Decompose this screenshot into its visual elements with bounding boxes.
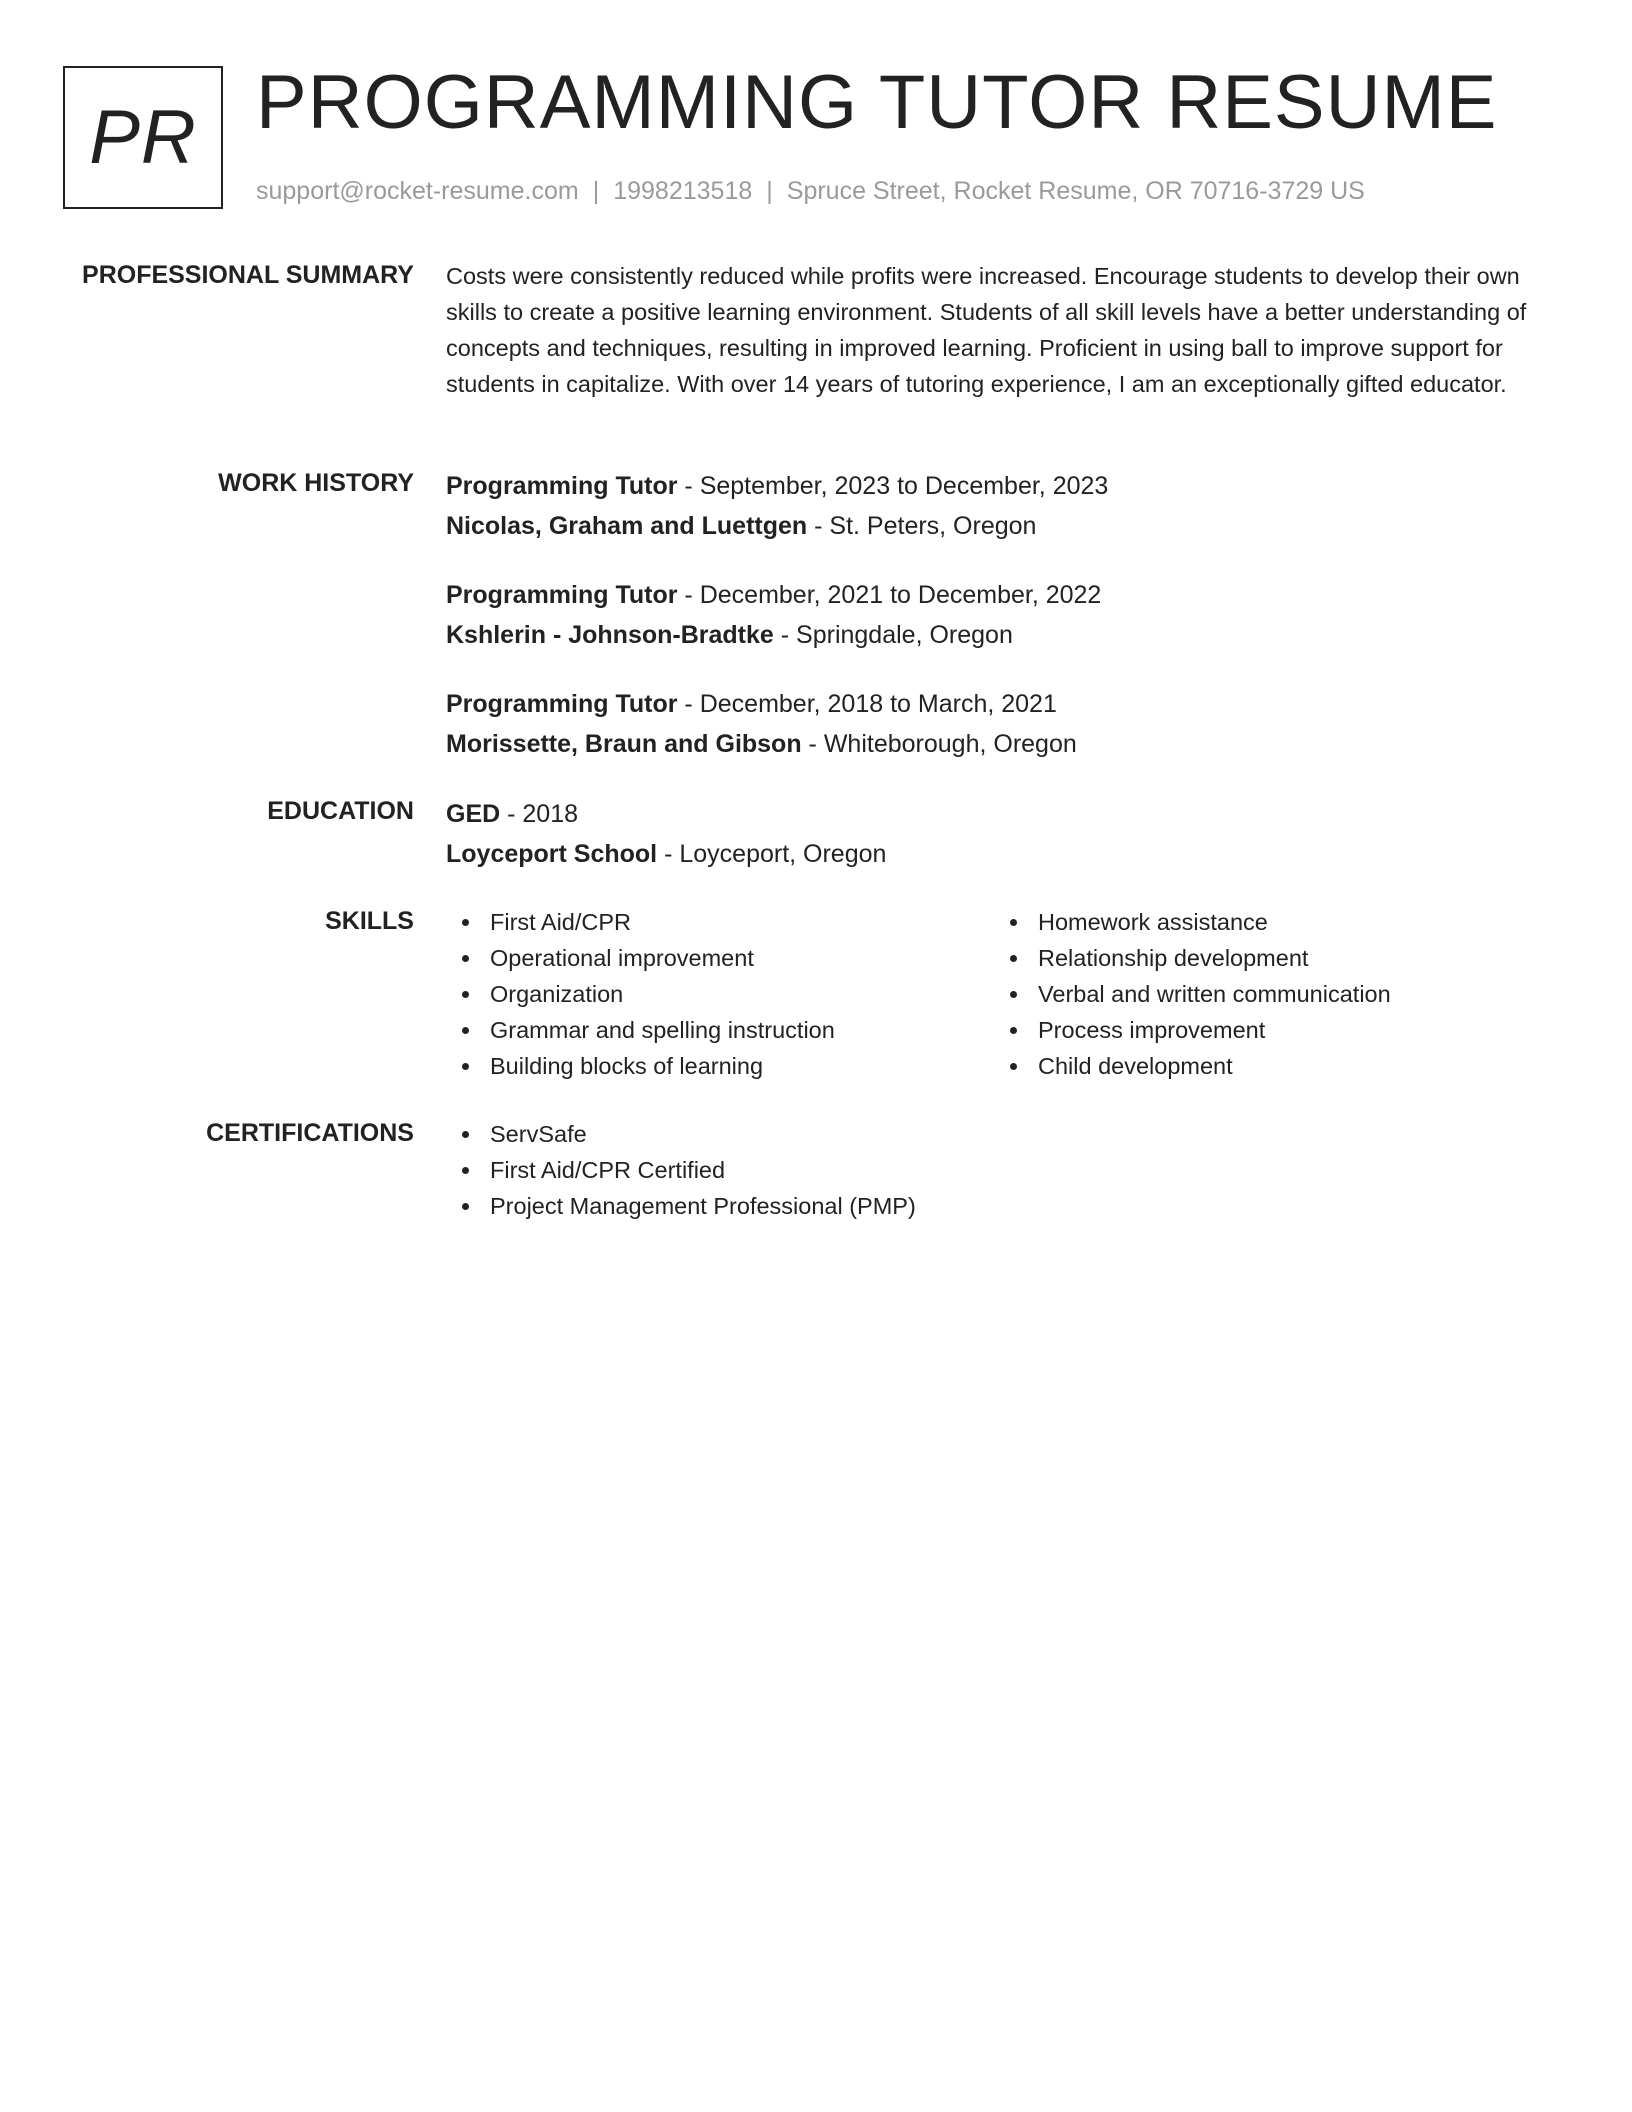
skill-item: Process improvement [994, 1012, 1542, 1048]
job-entry [446, 684, 1566, 764]
certifications-list [446, 1116, 1566, 1224]
job-title: Programming Tutor [446, 581, 678, 609]
skill-item: Grammar and spelling instruction [446, 1012, 994, 1048]
certification-item: Project Management Professional (PMP) [446, 1188, 1566, 1224]
skill-item: Relationship development [994, 940, 1542, 976]
skills-list-right [994, 904, 1542, 1084]
contact-phone: 1998213518 [613, 177, 753, 205]
page-title: PROGRAMMING TUTOR RESUME [256, 60, 1498, 145]
skill-item: Building blocks of learning [446, 1048, 994, 1084]
job-dates: - September, 2023 to December, 2023 [677, 472, 1109, 500]
monogram-box [63, 66, 223, 209]
skill-item: Organization [446, 976, 994, 1012]
section-label-certifications: CERTIFICATIONS [206, 1119, 414, 1147]
education-school: Loyceport School [446, 840, 658, 868]
contact-separator: | [766, 177, 773, 205]
contact-email: support@rocket-resume.com [256, 177, 579, 205]
skill-item: First Aid/CPR [446, 904, 994, 940]
contact-address: Spruce Street, Rocket Resume, OR 70716-3729 US [786, 177, 1365, 205]
monogram-initials: PR [89, 95, 197, 180]
education-degree: GED [446, 800, 501, 828]
section-label-skills: SKILLS [325, 907, 414, 935]
job-dates: - December, 2021 to December, 2022 [677, 581, 1102, 609]
skill-item: Operational improvement [446, 940, 994, 976]
skills-list-left [446, 904, 994, 1084]
job-employer: Kshlerin - Johnson-Bradtke [446, 621, 774, 649]
job-entry [446, 466, 1566, 546]
contact-line [256, 174, 1596, 208]
certification-item: ServSafe [446, 1116, 1566, 1152]
job-entry [446, 575, 1566, 655]
job-location: - St. Peters, Oregon [807, 512, 1037, 540]
job-location: - Springdale, Oregon [773, 621, 1013, 649]
education-location: - Loyceport, Oregon [657, 840, 887, 868]
job-location: - Whiteborough, Oregon [801, 730, 1077, 758]
section-label-summary: PROFESSIONAL SUMMARY [82, 261, 414, 289]
skill-item: Child development [994, 1048, 1542, 1084]
job-employer: Nicolas, Graham and Luettgen [446, 512, 808, 540]
certification-item: First Aid/CPR Certified [446, 1152, 1566, 1188]
skill-item: Homework assistance [994, 904, 1542, 940]
section-label-work-history: WORK HISTORY [218, 469, 414, 497]
skill-item: Verbal and written communication [994, 976, 1542, 1012]
education-year: - 2018 [500, 800, 579, 828]
job-title: Programming Tutor [446, 472, 678, 500]
contact-separator: | [592, 177, 600, 205]
job-title: Programming Tutor [446, 690, 678, 718]
summary-text: Costs were consistently reduced while profits were increased. Encourage students to develop their own skills to create a positive learning environment. Students of all skill levels have a better understanding of concepts and techniques, resulting in improved learning. Proficient in using ball to improve support for students in capitalize. With over 14 years of tutoring experience, I am an exceptionally gifted educator. [446, 263, 1527, 397]
job-employer: Morissette, Braun and Gibson [446, 730, 802, 758]
job-dates: - December, 2018 to March, 2021 [677, 690, 1057, 718]
section-label-education: EDUCATION [267, 797, 414, 825]
